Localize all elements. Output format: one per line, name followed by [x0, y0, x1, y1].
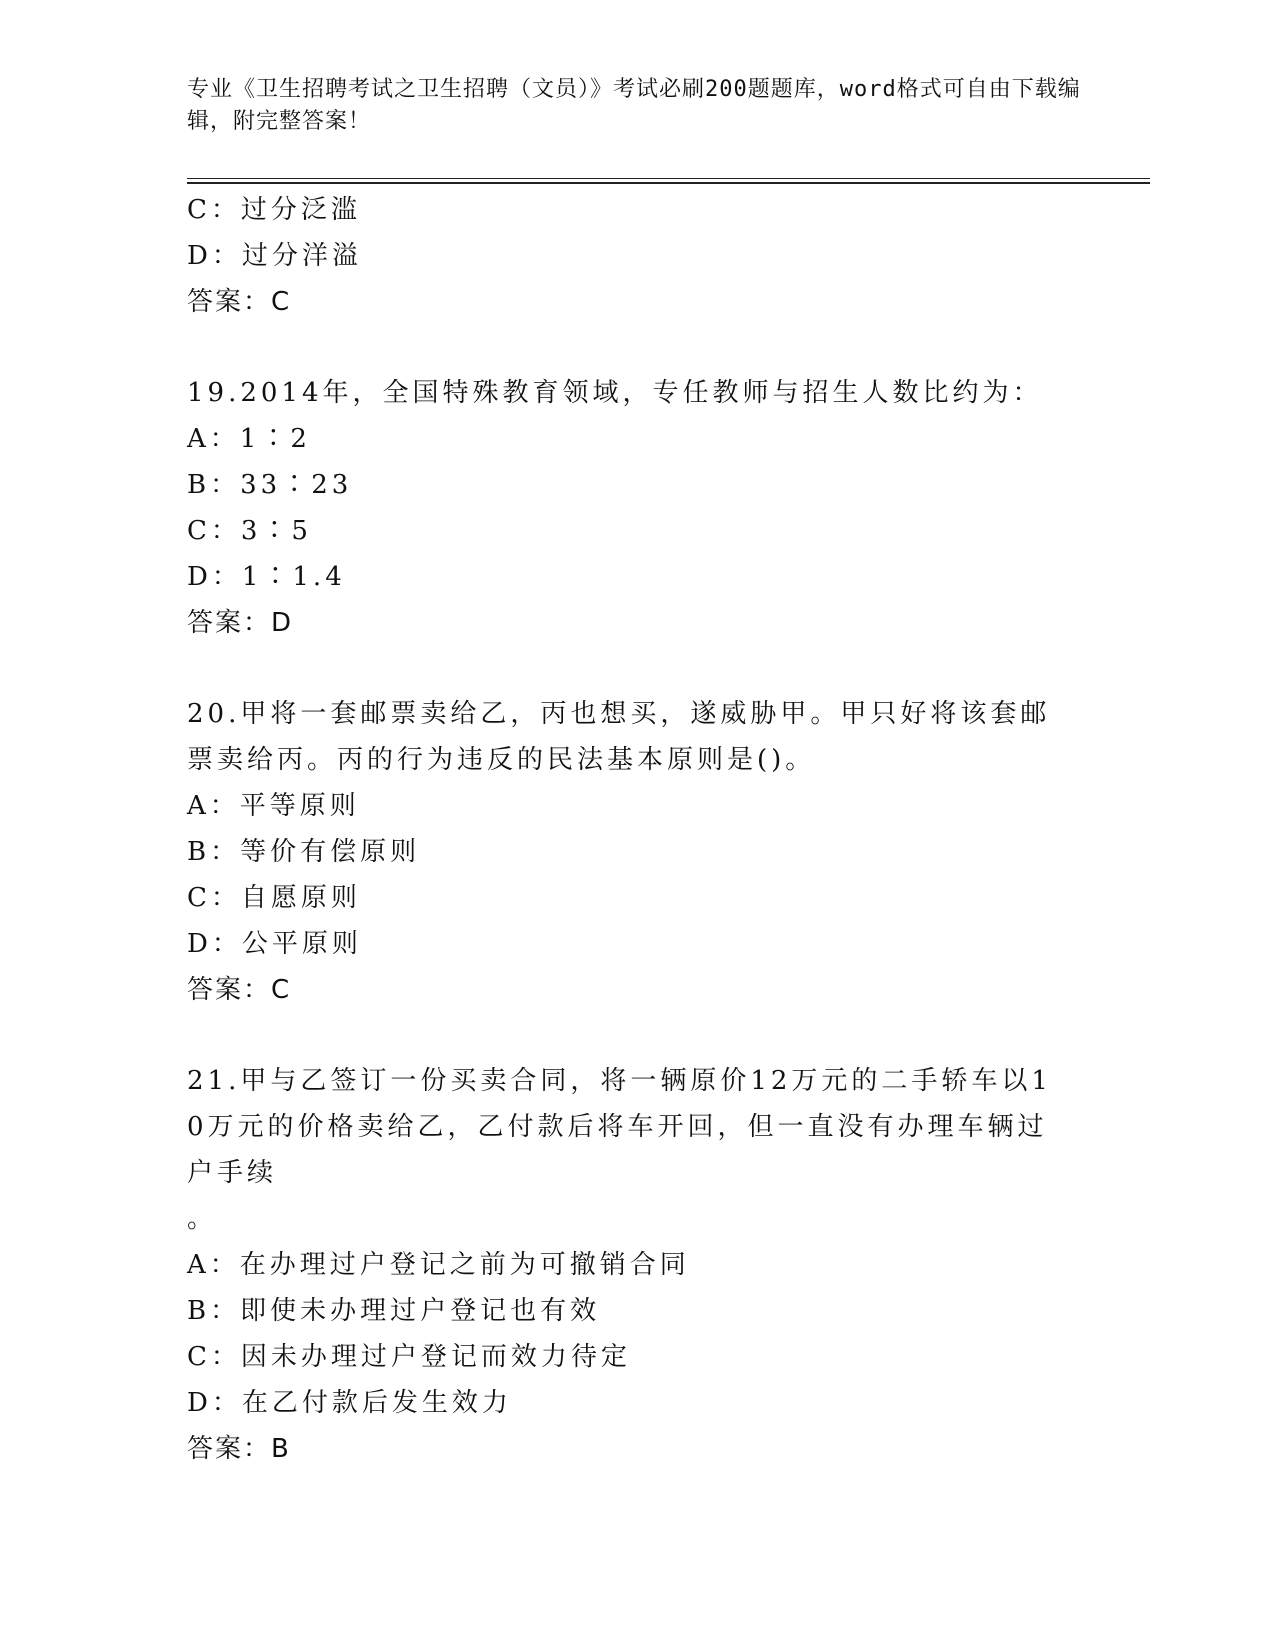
option-b: B：等价有偿原则 [187, 837, 421, 867]
question-partial [187, 187, 1087, 325]
option-c: C：过分泛滥 [187, 195, 361, 225]
question-stem: 20.甲将一套邮票卖给乙，丙也想买，遂威胁甲。甲只好将该套邮票卖给丙。丙的行为违反的民法基本原则是()。 [187, 699, 1051, 775]
answer-line: 答案：D [187, 608, 294, 638]
option-a: A：平等原则 [187, 791, 360, 821]
answer-line: 答案：C [187, 975, 292, 1005]
spacer [187, 646, 1087, 691]
question-20 [187, 691, 1087, 1013]
option-d: D：1∶1.4 [187, 562, 346, 592]
option-d: D：公平原则 [187, 929, 362, 959]
spacer [187, 325, 1087, 370]
option-a: A：在办理过户登记之前为可撤销合同 [187, 1250, 690, 1280]
document-header: 专业《卫生招聘考试之卫生招聘（文员）》考试必刷200题题库，word格式可自由下载编辑，附完整答案！ [187, 77, 1081, 134]
header-divider-thin [187, 178, 1150, 179]
option-c: C：自愿原则 [187, 883, 361, 913]
question-21 [187, 1058, 1087, 1472]
option-b: B：即使未办理过户登记也有效 [187, 1296, 601, 1326]
header-divider-thick [187, 182, 1150, 184]
question-list [187, 187, 1087, 1472]
answer-line: 答案：B [187, 1434, 291, 1464]
question-19 [187, 370, 1087, 646]
answer-line: 答案：C [187, 287, 292, 317]
option-d: D：在乙付款后发生效力 [187, 1388, 512, 1418]
option-b: B：33∶23 [187, 470, 353, 500]
option-d: D：过分洋溢 [187, 241, 362, 271]
question-stem-trailing-punctuation: 。 [187, 1204, 214, 1234]
option-a: A：1∶2 [187, 424, 311, 454]
question-stem: 21.甲与乙签订一份买卖合同，将一辆原价12万元的二手轿车以10万元的价格卖给乙，乙付款后将车开回，但一直没有办理车辆过户手续 [187, 1066, 1052, 1188]
option-c: C：因未办理过户登记而效力待定 [187, 1342, 631, 1372]
option-c: C：3∶5 [187, 516, 312, 546]
question-stem: 19.2014年，全国特殊教育领域，专任教师与招生人数比约为： [187, 378, 1043, 408]
spacer [187, 1013, 1087, 1058]
